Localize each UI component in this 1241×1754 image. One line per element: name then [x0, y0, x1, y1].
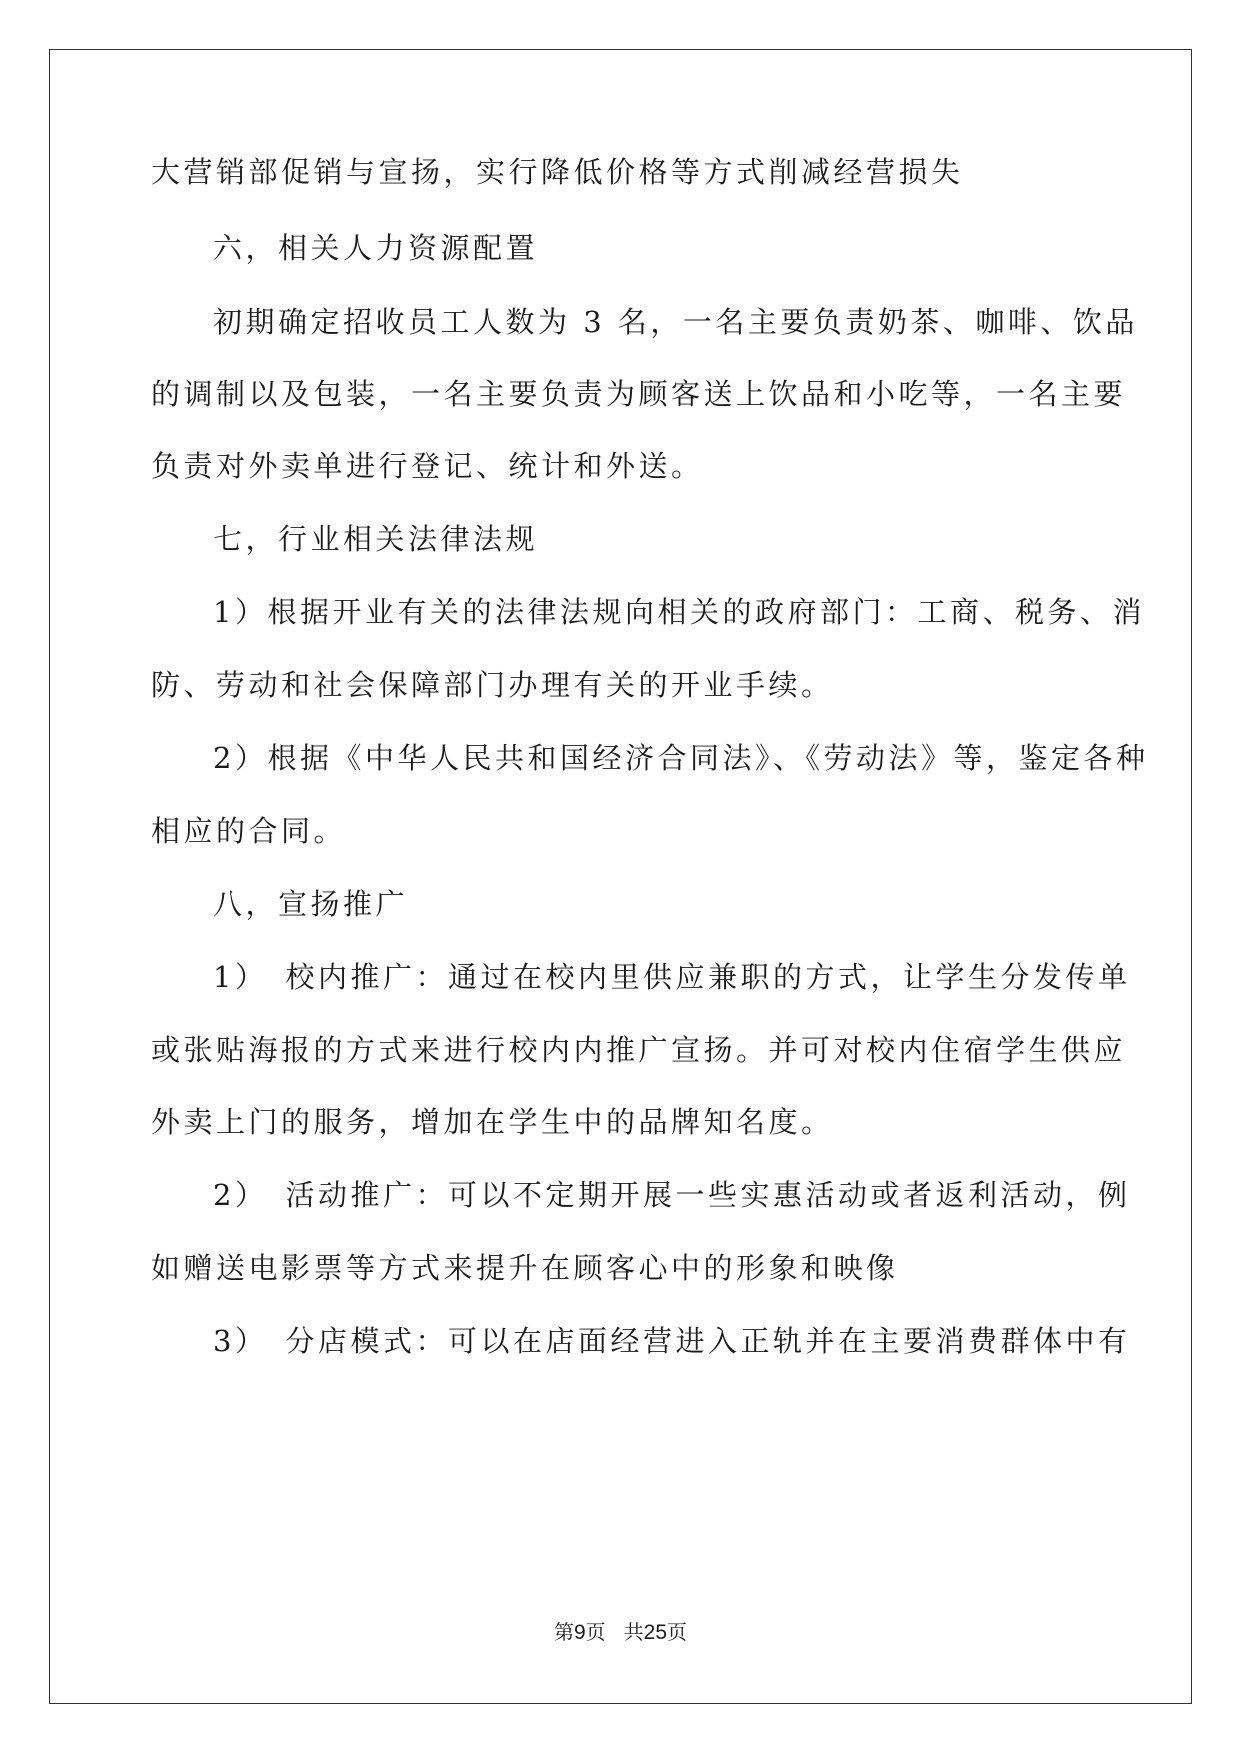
paragraph-line: 如赠送电影票等方式来提升在顾客心中的形象和映像: [151, 1251, 899, 1285]
paragraph-line: 1）根据开业有关的法律法规向相关的政府部门：工商、税务、消: [213, 595, 1145, 629]
paragraph-line: 的调制以及包装，一名主要负责为顾客送上饮品和小吃等，一名主要: [151, 377, 1127, 411]
paragraph-line: 或张贴海报的方式来进行校内内推广宣扬。并可对校内住宿学生供应: [151, 1033, 1127, 1067]
paragraph-line: 相应的合同。: [151, 814, 347, 848]
total-pages: 25: [643, 1621, 668, 1644]
page-prefix: 第: [553, 1620, 574, 1644]
paragraph-line: 防、劳动和社会保障部门办理有关的开业手续。: [151, 668, 834, 702]
paragraph-line: 1） 校内推广：通过在校内里供应兼职的方式，让学生分发传单: [213, 960, 1131, 994]
paragraph-line: 外卖上门的服务，增加在学生中的品牌知名度。: [151, 1105, 834, 1139]
paragraph-line: 负责对外卖单进行登记、统计和外送。: [151, 449, 704, 483]
page-footer: [0, 1620, 1241, 1645]
total-prefix: 共: [623, 1620, 644, 1644]
section-heading: 六，相关人力资源配置: [213, 231, 539, 265]
paragraph-line: 2）根据《中华人民共和国经济合同法》、《劳动法》等，鉴定各种: [213, 741, 1149, 775]
page-border: [49, 49, 1192, 1704]
section-heading: 八，宣扬推广: [213, 887, 409, 921]
paragraph-line: 3） 分店模式：可以在店面经营进入正轨并在主要消费群体中有: [213, 1324, 1131, 1358]
paragraph-line: 大营销部促销与宣扬，实行降低价格等方式削减经营损失: [151, 155, 964, 189]
paragraph-line: 2） 活动推广：可以不定期开展一些实惠活动或者返利活动，例: [213, 1178, 1131, 1212]
page-number: 9: [573, 1621, 586, 1644]
page-unit: 页: [585, 1620, 606, 1644]
total-unit: 页: [667, 1620, 688, 1644]
section-heading: 七，行业相关法律法规: [213, 522, 539, 556]
paragraph-line: 初期确定招收员工人数为 3 名，一名主要负责奶茶、咖啡、饮品: [213, 305, 1138, 339]
